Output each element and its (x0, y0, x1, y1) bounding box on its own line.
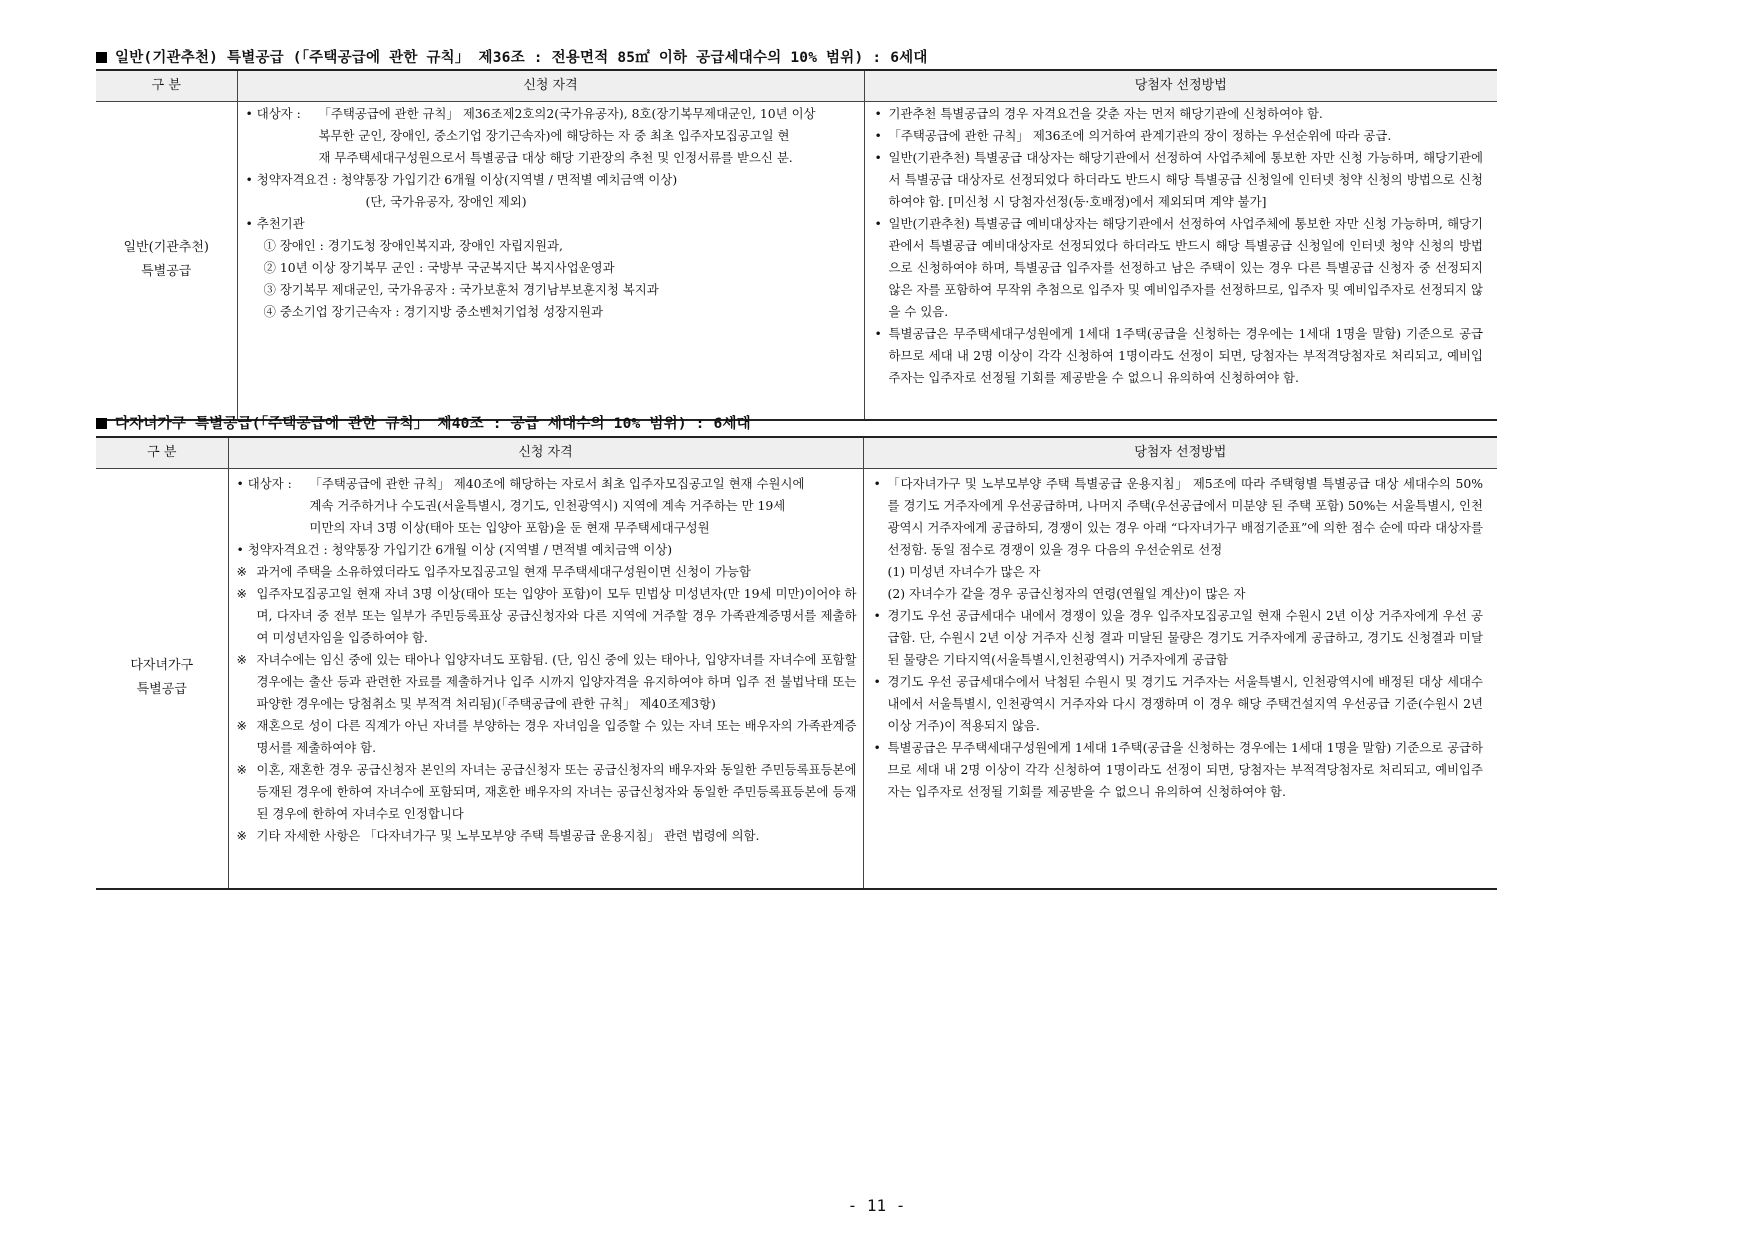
header-qualification: 신청 자격 (237, 70, 864, 102)
note-item: 자녀수에는 임신 중에 있는 태아나 입양자녀도 포함됨. (단, 임신 중에 있는 태아나, 입양자녀를 자녀수에 포함할 경우에는 출산 등과 관련한 자료를 제출하거나 입주 시까지 입양자격을 유지하여야 하며 입주 전 불법낙태 또는 파양한 경우에는 당첨취소 및 부적격 처리됨)(「주택공급에 관한 규칙」 제40조제3항) (256, 652, 857, 711)
header-qualification: 신청 자격 (228, 437, 863, 469)
section2-table (96, 436, 1497, 890)
note-item: 과거에 주택을 소유하였더라도 입주자모집공고일 현재 무주택세대구성원이면 신청이 가능함 (256, 564, 751, 579)
qualification-cell: • 대상자 :「주택공급에 관한 규칙」 제40조에 해당하는 자로서 최초 입주자모집공고일 현재 수원시에 계속 거주하거나 수도권(서울특별시, 경기도, 인천광역시) 지역에 계속 거주하는 만 19세 미만의 자녀 3명 이상(태아 또는 입양아 포함)을 둔 현재 무주택세대구성원 • 청약자격요건 : 청약통장 가입기간 6개월 이상 (지역별 / 면적별 예치금액 이상) ※ 과거에 주택을 소유하였더라도 입주자모집공고일 현재 무주택세대구성원이면 신청이 가능함 ※ 입주자모집공고일 현재 자녀 3명 이상(태아 또는 입양아 포함)이 모두 민법상 미성년자(만 19세 미만)이어야 하며, 다자녀 중 전부 또는 일부가 주민등록표상 공급신청자와 다른 지역에 거주할 경우 가족관계증명서를 제출하여 미성년자임을 입증하여야 함. ※ 자녀수에는 임신 중에 있는 태아나 입양자녀도 포함됨. (단, 임신 중에 있는 태아나, 입양자녀를 자녀수에 포함할 경우에는 출산 등과 관련한 자료를 제출하거나 입주 시까지 입양자격을 유지하여야 하며 입주 전 불법낙태 또는 파양한 경우에는 당첨취소 및 부적격 처리됨)(「주택공급에 관한 규칙」 제40조제3항) ※ 재혼으로 성이 다른 직계가 아닌 자녀를 부양하는 경우 자녀임을 입증할 수 있는 자녀 또는 배우자의 가족관계증명서를 제출하여야 함. ※ 이혼, 재혼한 경우 공급신청자 본인의 자녀는 공급신청자 또는 공급신청자의 배우자와 동일한 주민등록표등본에 등재된 경우에 한하여 자녀수에 포함되며, 재혼한 배우자의 자녀는 공급신청자와 동일한 주민등록표등본에 등재된 경우에 한하여 자녀수로 인정합니다 ※ 기타 자세한 사항은 「다자녀가구 및 노부모부양 주택 특별공급 운용지침」 관련 법령에 의함. (228, 469, 863, 889)
section1-title: 일반(기관추천) 특별공급 (「주택공급에 관한 규칙」 제36조 : 전용면적 85㎡ 이하 공급세대수의 10% 범위) : 6세대 (96, 46, 928, 67)
method-item: 특별공급은 무주택세대구성원에게 1세대 1주택(공급을 신청하는 경우에는 1세대 1명을 말함) 기준으로 공급하므로 세대 내 2명 이상이 각각 신청하여 1명이라도 선정이 되면, 당첨자는 부적격당첨자로 처리되고, 예비입주자는 입주자로 선정될 기회를 제공받을 수 없으니 유의하여 신청하여야 함. (887, 740, 1483, 799)
note-item: 기타 자세한 사항은 「다자녀가구 및 노부모부양 주택 특별공급 운용지침」 관련 법령에 의함. (256, 828, 760, 843)
square-bullet-icon (96, 52, 107, 63)
qualification-cell: • 대상자 :「주택공급에 관한 규칙」 제36조제2호의2(국가유공자), 8호(장기복무제대군인, 10년 이상 복무한 군인, 장애인, 중소기업 장기근속자)에 해당하는 자 중 최초 입주자모집공고일 현 재 무주택세대구성원으로서 특별공급 대상 해당 기관장의 추천 및 인정서류를 받으신 분. • 청약자격요건 : 청약통장 가입기간 6개월 이상(지역별 / 면적별 예치금액 이상) (단, 국가유공자, 장애인 제외) • 추천기관 ① 장애인 : 경기도청 장애인복지과, 장애인 자립지원과, ② 10년 이상 장기복무 군인 : 국방부 국군복지단 복지사업운영과 ③ 장기복무 제대군인, 국가유공자 : 국가보훈처 경기남부보훈지청 복지과 ④ 중소기업 장기근속자 : 경기지방 중소벤처기업청 성장지원과 (237, 102, 864, 420)
square-bullet-icon (96, 418, 107, 429)
category-cell: 다자녀가구 특별공급 (96, 469, 228, 889)
section2-title: 다자녀가구 특별공급(「주택공급에 관한 규칙」 제40조 : 공급 세대수의 10% 범위) : 6세대 (96, 412, 751, 433)
org-item: ④ 중소기업 장기근속자 : 경기지방 중소벤처기업청 성장지원과 (263, 304, 603, 319)
note-item: 입주자모집공고일 현재 자녀 3명 이상(태아 또는 입양아 포함)이 모두 민법상 미성년자(만 19세 미만)이어야 하며, 다자녀 중 전부 또는 일부가 주민등록표상 공급신청자와 다른 지역에 거주할 경우 가족관계증명서를 제출하여 미성년자임을 입증하여야 함. (256, 586, 857, 645)
method-item: 경기도 우선 공급세대수 내에서 경쟁이 있을 경우 입주자모집공고일 현재 수원시 2년 이상 거주자에게 우선 공급함. 단, 수원시 2년 이상 거주자 신청 결과 미달된 물량은 경기도 거주자에게 공급하고, 경기도 신청결과 미달된 물량은 기타지역(서울특별시,인천광역시) 거주자에게 공급함 (887, 608, 1483, 667)
section1-table (96, 69, 1497, 421)
org-item: ① 장애인 : 경기도청 장애인복지과, 장애인 자립지원과, (263, 238, 563, 253)
note-item: 재혼으로 성이 다른 직계가 아닌 자녀를 부양하는 경우 자녀임을 입증할 수 있는 자녀 또는 배우자의 가족관계증명서를 제출하여야 함. (256, 718, 857, 755)
org-item: ② 10년 이상 장기복무 군인 : 국방부 국군복지단 복지사업운영과 (263, 260, 615, 275)
header-category: 구 분 (96, 70, 237, 102)
org-item: ③ 장기복무 제대군인, 국가유공자 : 국가보훈처 경기남부보훈지청 복지과 (263, 282, 659, 297)
method-item: 경기도 우선 공급세대수에서 낙첨된 수원시 및 경기도 거주자는 서울특별시, 인천광역시에 배정된 대상 세대수 내에서 서울특별시, 인천광역시 거주자와 다시 경쟁하며 이 경우 해당 주택건설지역 우선공급 기준(수원시 2년 이상 거주)이 적용되지 않음. (887, 674, 1483, 733)
method-item: 「다자녀가구 및 노부모부양 주택 특별공급 운용지침」 제5조에 따라 주택형별 특별공급 대상 세대수의 50%를 경기도 거주자에게 우선공급하며, 나머지 주택(우선공급에서 미분양 된 주택 포함) 50%는 서울특별시, 인천광역시 거주자에게 공급하되, 경쟁이 있는 경우 아래 “다자녀가구 배점기준표”에 의한 점수 순에 따라 대상자를 선정함. 동일 점수로 경쟁이 있을 경우 다음의 우선순위로 선정 (887, 476, 1483, 557)
method-item: 특별공급은 무주택세대구성원에게 1세대 1주택(공급을 신청하는 경우에는 1세대 1명을 말함) 기준으로 공급하므로 세대 내 2명 이상이 각각 신청하여 1명이라도 선정이 되면, 당첨자는 부적격당첨자로 처리되고, 예비입주자는 입주자로 선정될 기회를 제공받을 수 없으니 유의하여 신청하여야 함. (888, 326, 1483, 385)
page-number: - 11 - (847, 1196, 906, 1215)
method-item: 일반(기관추천) 특별공급 대상자는 해당기관에서 선정하여 사업주체에 통보한 자만 신청 가능하며, 해당기관에서 특별공급 대상자로 선정되었다 하더라도 반드시 해당 특별공급 신청일에 인터넷 청약 신청의 방법으로 신청하여야 함. [미신청 시 당첨자선정(동·호배정)에서 제외되며 계약 불가] (888, 150, 1483, 209)
method-item: 일반(기관추천) 특별공급 예비대상자는 해당기관에서 선정하여 사업주체에 통보한 자만 신청 가능하며, 해당기관에서 특별공급 예비대상자로 선정되었다 하더라도 반드시 해당 특별공급 신청일에 인터넷 청약 신청의 방법으로 신청하여야 하며, 특별공급 입주자를 선정하고 남은 주택이 있는 경우 다른 특별공급 신청자 중 선정되지 않은 자를 포함하여 무작위 추첨으로 입주자 및 예비입주자를 선정하므로, 입주자 및 예비입주자로 선정되지 않을 수 있음. (888, 216, 1483, 319)
header-selection-method: 당첨자 선정방법 (864, 70, 1497, 102)
category-cell: 일반(기관추천) 특별공급 (96, 102, 237, 420)
selection-method-cell: • 「다자녀가구 및 노부모부양 주택 특별공급 운용지침」 제5조에 따라 주택형별 특별공급 대상 세대수의 50%를 경기도 거주자에게 우선공급하며, 나머지 주택(우선공급에서 미분양 된 주택 포함) 50%는 서울특별시, 인천광역시 거주자에게 공급하되, 경쟁이 있는 경우 아래 “다자녀가구 배점기준표”에 의한 점수 순에 따라 대상자를 선정함. 동일 점수로 경쟁이 있을 경우 다음의 우선순위로 선정 (1) 미성년 자녀수가 많은 자 (2) 자녀수가 같을 경우 공급신청자의 연령(연월일 계산)이 많은 자 • 경기도 우선 공급세대수 내에서 경쟁이 있을 경우 입주자모집공고일 현재 수원시 2년 이상 거주자에게 우선 공급함. 단, 수원시 2년 이상 거주자 신청 결과 미달된 물량은 경기도 거주자에게 공급하고, 경기도 신청결과 미달된 물량은 기타지역(서울특별시,인천광역시) 거주자에게 공급함 • 경기도 우선 공급세대수에서 낙첨된 수원시 및 경기도 거주자는 서울특별시, 인천광역시에 배정된 대상 세대수 내에서 서울특별시, 인천광역시 거주자와 다시 경쟁하며 이 경우 해당 주택건설지역 우선공급 기준(수원시 2년 이상 거주)이 적용되지 않음. • 특별공급은 무주택세대구성원에게 1세대 1주택(공급을 신청하는 경우에는 1세대 1명을 말함) 기준으로 공급하므로 세대 내 2명 이상이 각각 신청하여 1명이라도 선정이 되면, 당첨자는 부적격당첨자로 처리되고, 예비입주자는 입주자로 선정될 기회를 제공받을 수 없으니 유의하여 신청하여야 함. (863, 469, 1497, 889)
note-item: 이혼, 재혼한 경우 공급신청자 본인의 자녀는 공급신청자 또는 공급신청자의 배우자와 동일한 주민등록표등본에 등재된 경우에 한하여 자녀수에 포함되며, 재혼한 배우자의 자녀는 공급신청자와 동일한 주민등록표등본에 등재된 경우에 한하여 자녀수로 인정합니다 (256, 762, 857, 821)
method-item: 「주택공급에 관한 규칙」 제36조에 의거하여 관계기관의 장이 정하는 우선순위에 따라 공급. (888, 128, 1392, 143)
header-selection-method: 당첨자 선정방법 (863, 437, 1497, 469)
header-category: 구 분 (96, 437, 228, 469)
selection-method-cell: • 기관추천 특별공급의 경우 자격요건을 갖춘 자는 먼저 해당기관에 신청하여야 함. • 「주택공급에 관한 규칙」 제36조에 의거하여 관계기관의 장이 정하는 우선순위에 따라 공급. • 일반(기관추천) 특별공급 대상자는 해당기관에서 선정하여 사업주체에 통보한 자만 신청 가능하며, 해당기관에서 특별공급 대상자로 선정되었다 하더라도 반드시 해당 특별공급 신청일에 인터넷 청약 신청의 방법으로 신청하여야 함. [미신청 시 당첨자선정(동·호배정)에서 제외되며 계약 불가] • 일반(기관추천) 특별공급 예비대상자는 해당기관에서 선정하여 사업주체에 통보한 자만 신청 가능하며, 해당기관에서 특별공급 예비대상자로 선정되었다 하더라도 반드시 해당 특별공급 신청일에 인터넷 청약 신청의 방법으로 신청하여야 하며, 특별공급 입주자를 선정하고 남은 주택이 있는 경우 다른 특별공급 신청자 중 선정되지 않은 자를 포함하여 무작위 추첨으로 입주자 및 예비입주자를 선정하므로, 입주자 및 예비입주자로 선정되지 않을 수 있음. • 특별공급은 무주택세대구성원에게 1세대 1주택(공급을 신청하는 경우에는 1세대 1명을 말함) 기준으로 공급하므로 세대 내 2명 이상이 각각 신청하여 1명이라도 선정이 되면, 당첨자는 부적격당첨자로 처리되고, 예비입주자는 입주자로 선정될 기회를 제공받을 수 없으니 유의하여 신청하여야 함. (864, 102, 1497, 420)
method-item: 기관추천 특별공급의 경우 자격요건을 갖춘 자는 먼저 해당기관에 신청하여야 함. (888, 106, 1323, 121)
